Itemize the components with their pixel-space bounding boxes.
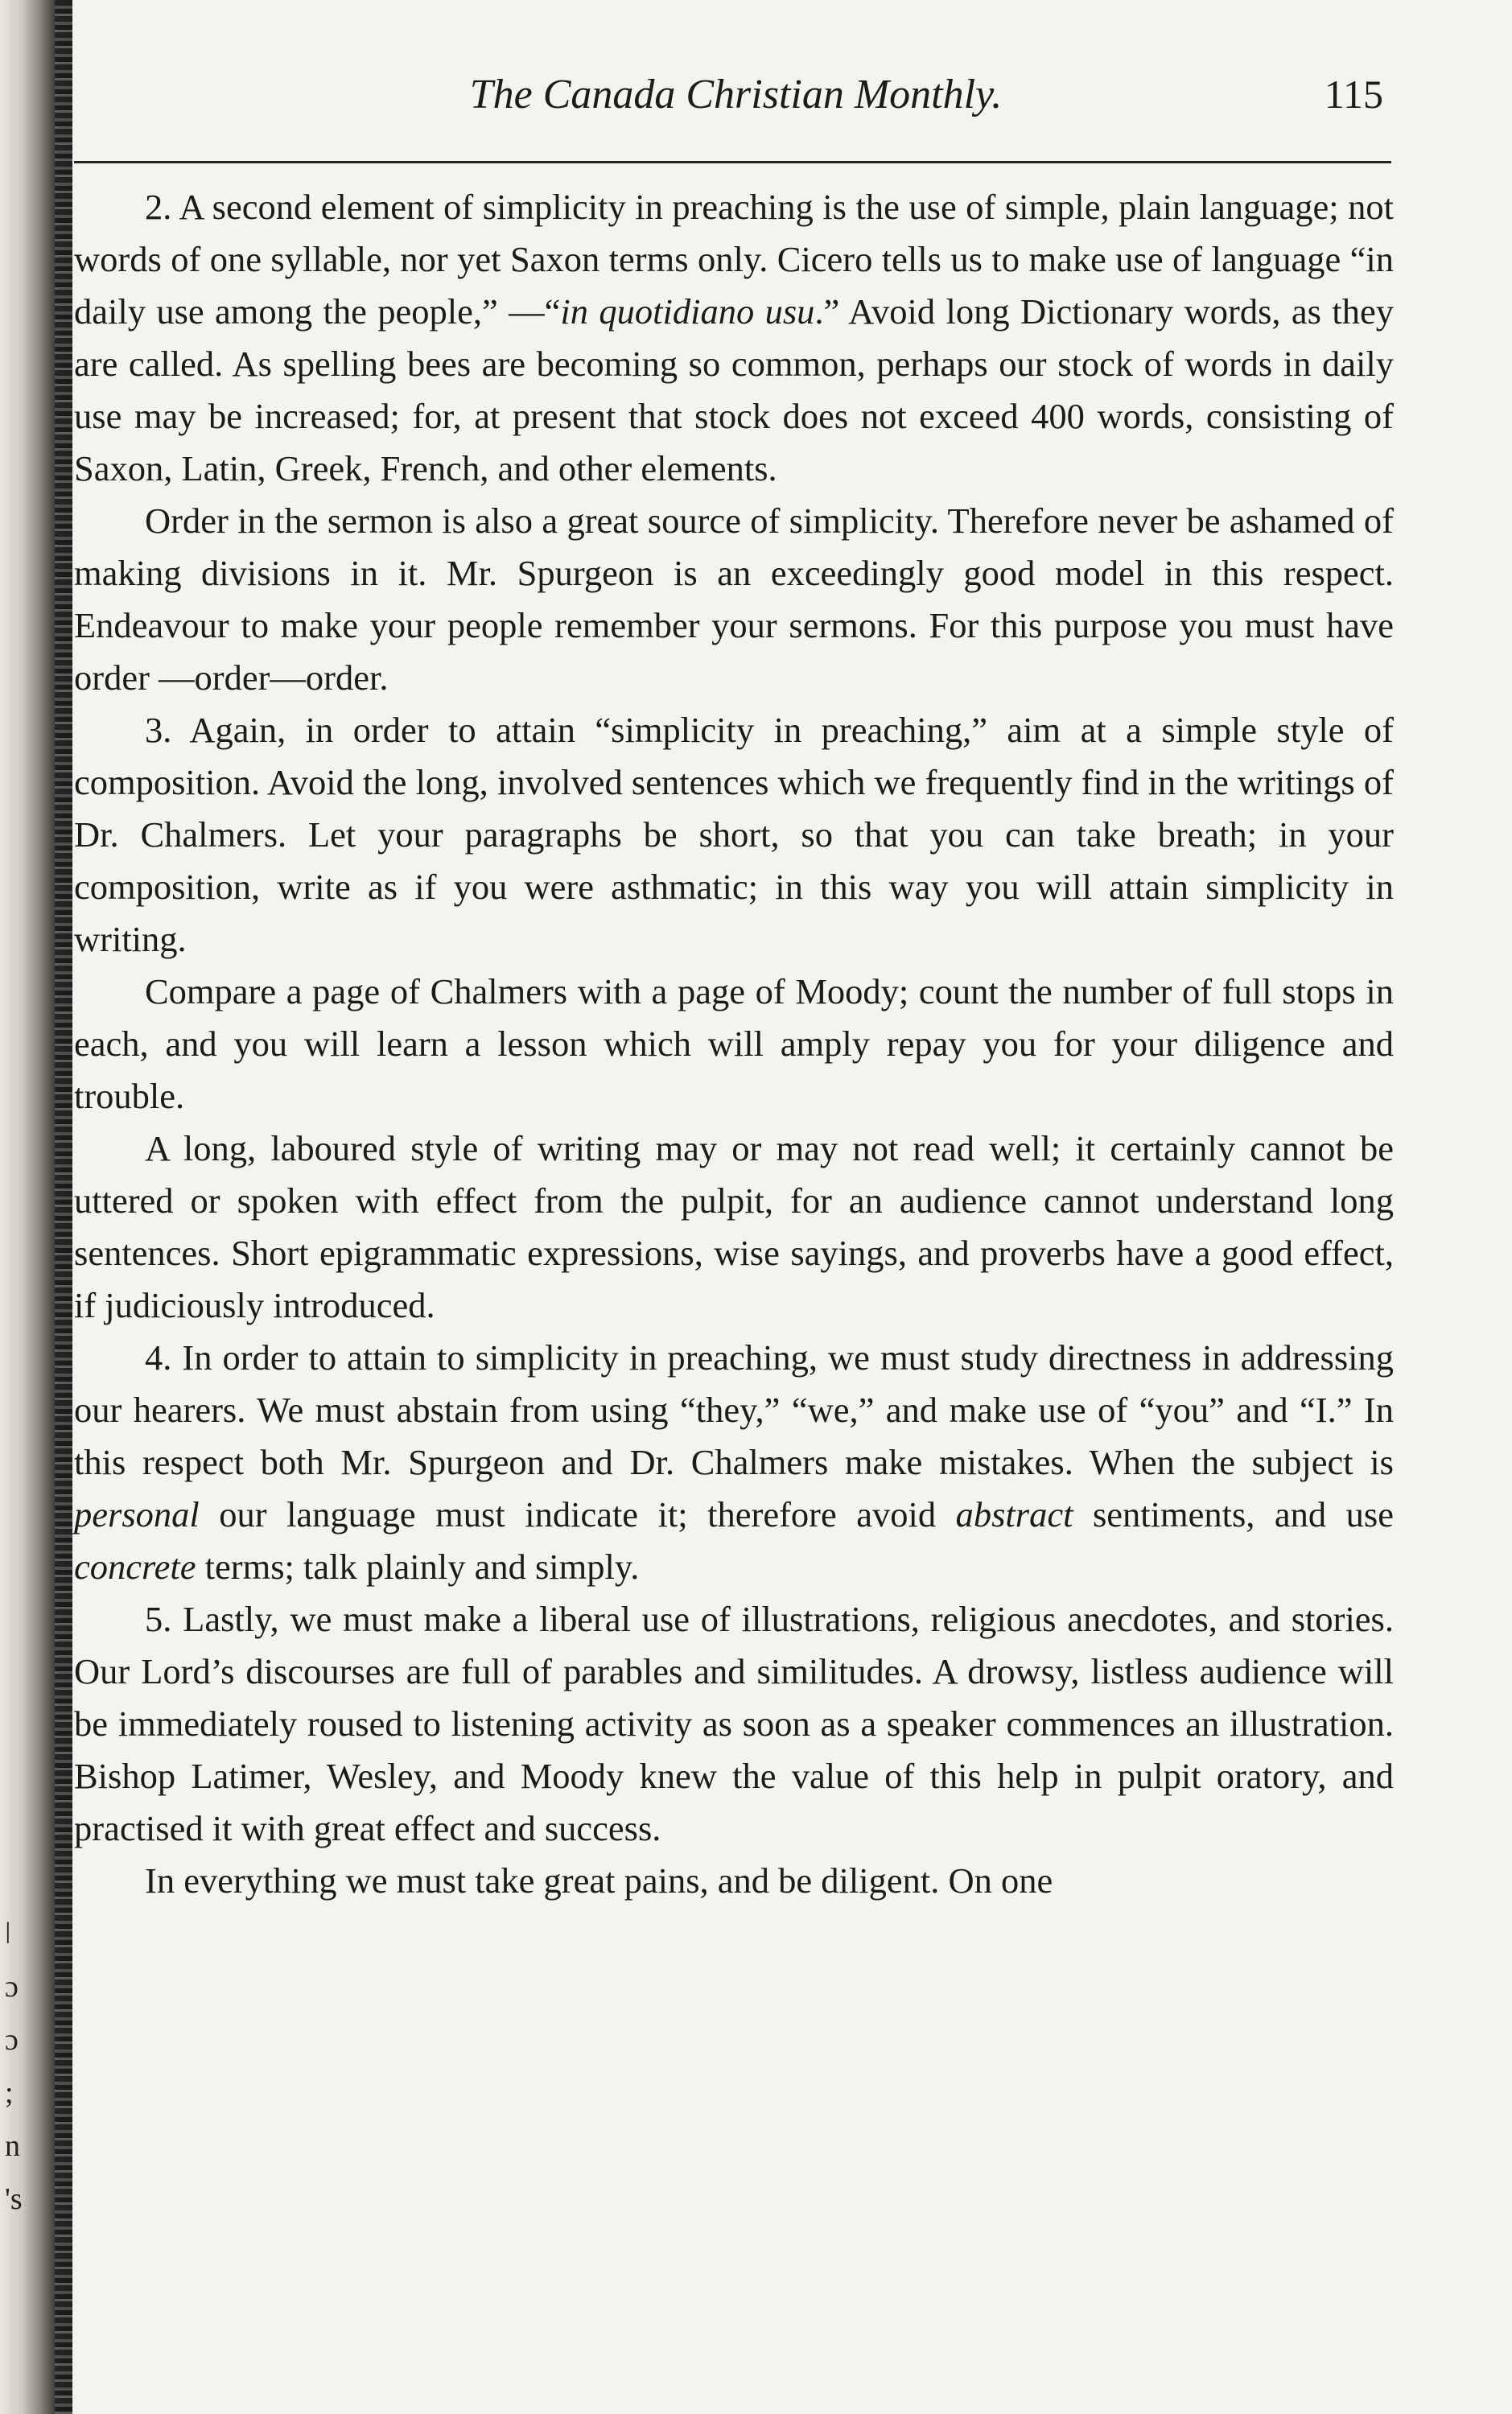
margin-glyph: ǀ	[5, 1917, 11, 1951]
italic-phrase: personal	[74, 1494, 200, 1534]
article-body	[74, 181, 1394, 1907]
text-run: .” Avoid long Dictionary words, as they are called. As spelling bees are becoming so common, perhaps our stock of words in daily use may be increased; for, at present that stock does not exceed 400 words, consisting of Saxon, Latin, Greek, French, and other elements.	[74, 291, 1394, 488]
paragraph-p6	[74, 1332, 1394, 1593]
italic-phrase: in quotidiano usu	[560, 291, 815, 332]
italic-phrase: abstract	[955, 1494, 1073, 1534]
paragraph-p1	[74, 181, 1394, 495]
page-number: 115	[1324, 72, 1383, 117]
text-run: In everything we must take great pains, and be diligent. On one	[145, 1860, 1053, 1901]
text-run: 4. In order to attain to simplicity in preaching, we must study directness in addressing our hearers. We must abstain from using “they,” “we,” and make use of “you” and “I.” In this respect both Mr. Spurgeon and Dr. Chalmers make mistakes. When the subject is	[74, 1337, 1394, 1482]
margin-glyph: ;	[5, 2076, 14, 2110]
running-header	[72, 71, 1399, 135]
italic-phrase: concrete	[74, 1547, 196, 1587]
text-run: Order in the sermon is also a great source of simplicity. Therefore never be ashamed of making divisions in it. Mr. Spurgeon is an exceedingly good model in this respect. Endeavour to make your people remember your sermons. For this purpose you must have order —order—order.	[74, 501, 1394, 698]
paragraph-p4	[74, 966, 1394, 1123]
text-run: 3. Again, in order to attain “simplicity in preaching,” aim at a simple style of composition. Avoid the long, involved sentences which we frequently find in the writings of Dr. Chalmers. Let your paragraphs be short, so that you can take breath; in your composition, write as if you were asthmatic; in this way you will attain simplicity in writing.	[74, 710, 1394, 959]
text-run: 5. Lastly, we must make a liberal use of illustrations, religious anecdotes, and stories. Our Lord’s discourses are full of parables and similitudes. A drowsy, listless audience will be immediately roused to listening activity as soon as a speaker commences an illustration. Bishop Latimer, Wesley, and Moody knew the value of this help in pulpit oratory, and practised it with great effect and success.	[74, 1599, 1394, 1848]
paragraph-p2	[74, 495, 1394, 704]
margin-glyph: n	[5, 2129, 20, 2163]
margin-glyph: ɔ	[5, 1970, 19, 2004]
text-run: Compare a page of Chalmers with a page of Moody; count the number of full stops in each, and you will learn a lesson which will amply repay you for your diligence and trouble.	[74, 971, 1394, 1116]
margin-glyph: ɔ	[5, 2023, 19, 2057]
text-run: sentiments, and use	[1073, 1494, 1394, 1534]
paragraph-p5	[74, 1123, 1394, 1332]
text-run: our language must indicate it; therefore avoid	[199, 1494, 956, 1534]
text-run: 2. A second element of simplicity in preaching is the use of simple, plain language; not words of one syllable, nor yet Saxon terms only. Cicero tells us to make use of language “in daily use among the people,” —“	[74, 187, 1394, 332]
paragraph-p3	[74, 704, 1394, 966]
journal-title: The Canada Christian Monthly.	[469, 72, 1003, 117]
paragraph-p8	[74, 1855, 1394, 1907]
text-run: terms; talk plainly and simply.	[196, 1547, 640, 1587]
header-rule	[74, 161, 1391, 163]
text-run: A long, laboured style of writing may or may not read well; it certainly cannot be uttered or spoken with effect from the pulpit, for an audience cannot understand long sentences. Short epigrammatic expressions, wise sayings, and proverbs have a good effect, if judiciously introduced.	[74, 1128, 1394, 1325]
paragraph-p7	[74, 1593, 1394, 1855]
margin-glyph: 's	[5, 2182, 23, 2216]
adjacent-page-margin-text	[5, 1907, 37, 2226]
